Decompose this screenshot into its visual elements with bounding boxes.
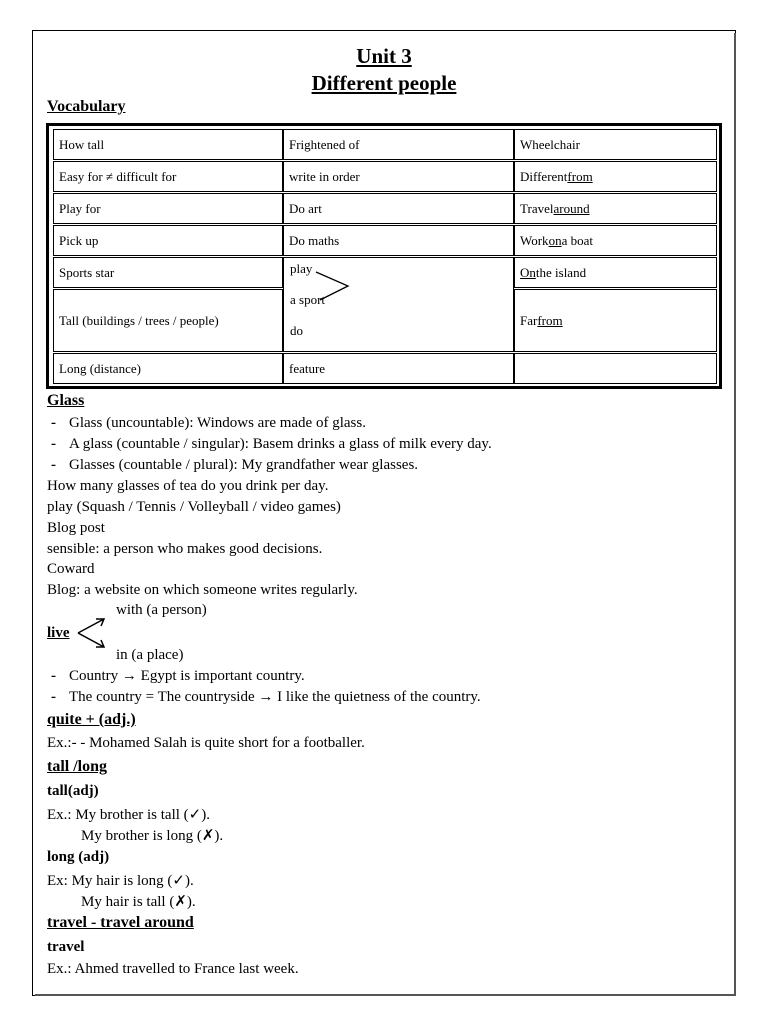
text-line: Ex.: Ahmed travelled to France last week.	[47, 961, 299, 977]
table-cell: feature	[283, 353, 514, 384]
text-line: My hair is tall (✗).	[81, 894, 196, 910]
table-cell: Frightened of	[283, 129, 514, 160]
table-cell: On the island	[514, 257, 717, 288]
quite-heading: quite + (adj.)	[47, 711, 136, 728]
text-line: play (Squash / Tennis / Volleyball / video games)	[47, 499, 341, 515]
table-cell: Wheelchair	[514, 129, 717, 160]
branch-arrow-icon	[76, 616, 108, 650]
tall-label: tall(adj)	[47, 783, 99, 799]
list-item: - Country → Egypt is important country.	[69, 668, 305, 685]
table-cell: Pick up	[53, 225, 283, 256]
list-item: - The country = The countryside → I like the quietness of the country.	[69, 689, 481, 706]
table-cell: Sports star	[53, 257, 283, 288]
play-do-cell	[283, 257, 514, 352]
text-line: Blog: a website on which someone writes regularly.	[47, 582, 358, 598]
list-item: - Glasses (countable / plural): My grandfather wear glasses.	[69, 457, 418, 474]
text-line: Ex.: My brother is tall (✓).	[47, 807, 210, 823]
list-item: - A glass (countable / singular): Basem drinks a glass of milk every day.	[69, 436, 492, 453]
table-cell: Play for	[53, 193, 283, 224]
sport-text: a sport	[290, 292, 326, 307]
glass-heading: Glass	[47, 392, 85, 409]
table-cell: Long (distance)	[53, 353, 283, 384]
travel-heading: travel - travel around	[47, 914, 194, 931]
table-cell: Different from	[514, 161, 717, 192]
table-cell: Tall (buildings / trees / people)	[53, 289, 283, 352]
table-cell: Do maths	[283, 225, 514, 256]
text-line: How many glasses of tea do you drink per day.	[47, 478, 329, 494]
live-word: live	[47, 625, 70, 641]
live-in: in (a place)	[116, 647, 184, 663]
live-with: with (a person)	[116, 602, 207, 618]
table-cell: Travel around	[514, 193, 717, 224]
quite-example: Ex.:- - Mohamed Salah is quite short for a footballer.	[47, 735, 365, 751]
do-text: do	[290, 323, 303, 338]
table-cell	[514, 353, 717, 384]
text-line: Coward	[47, 561, 95, 577]
table-cell: Do art	[283, 193, 514, 224]
unit-subtitle: Different people	[311, 71, 457, 95]
arrow-bracket-icon	[314, 266, 354, 306]
tall-long-heading: tall /long	[47, 758, 108, 775]
vocabulary-heading: Vocabulary	[47, 98, 126, 115]
play-text: play	[290, 261, 313, 276]
table-cell: Far from	[514, 289, 717, 352]
table-cell: Easy for ≠ difficult for	[53, 161, 283, 192]
table-cell: How tall	[53, 129, 283, 160]
text-line: sensible: a person who makes good decisions.	[47, 541, 323, 557]
text-line: Ex: My hair is long (✓).	[47, 873, 194, 889]
long-label: long (adj)	[47, 849, 110, 865]
unit-title: Unit 3	[356, 44, 412, 68]
vocabulary-table	[46, 123, 722, 389]
table-cell: write in order	[283, 161, 514, 192]
list-item: - Glass (uncountable): Windows are made of glass.	[69, 415, 366, 432]
text-line: My brother is long (✗).	[81, 828, 224, 844]
table-cell: Work on a boat	[514, 225, 717, 256]
text-line: Blog post	[47, 520, 105, 536]
travel-label: travel	[47, 939, 85, 955]
